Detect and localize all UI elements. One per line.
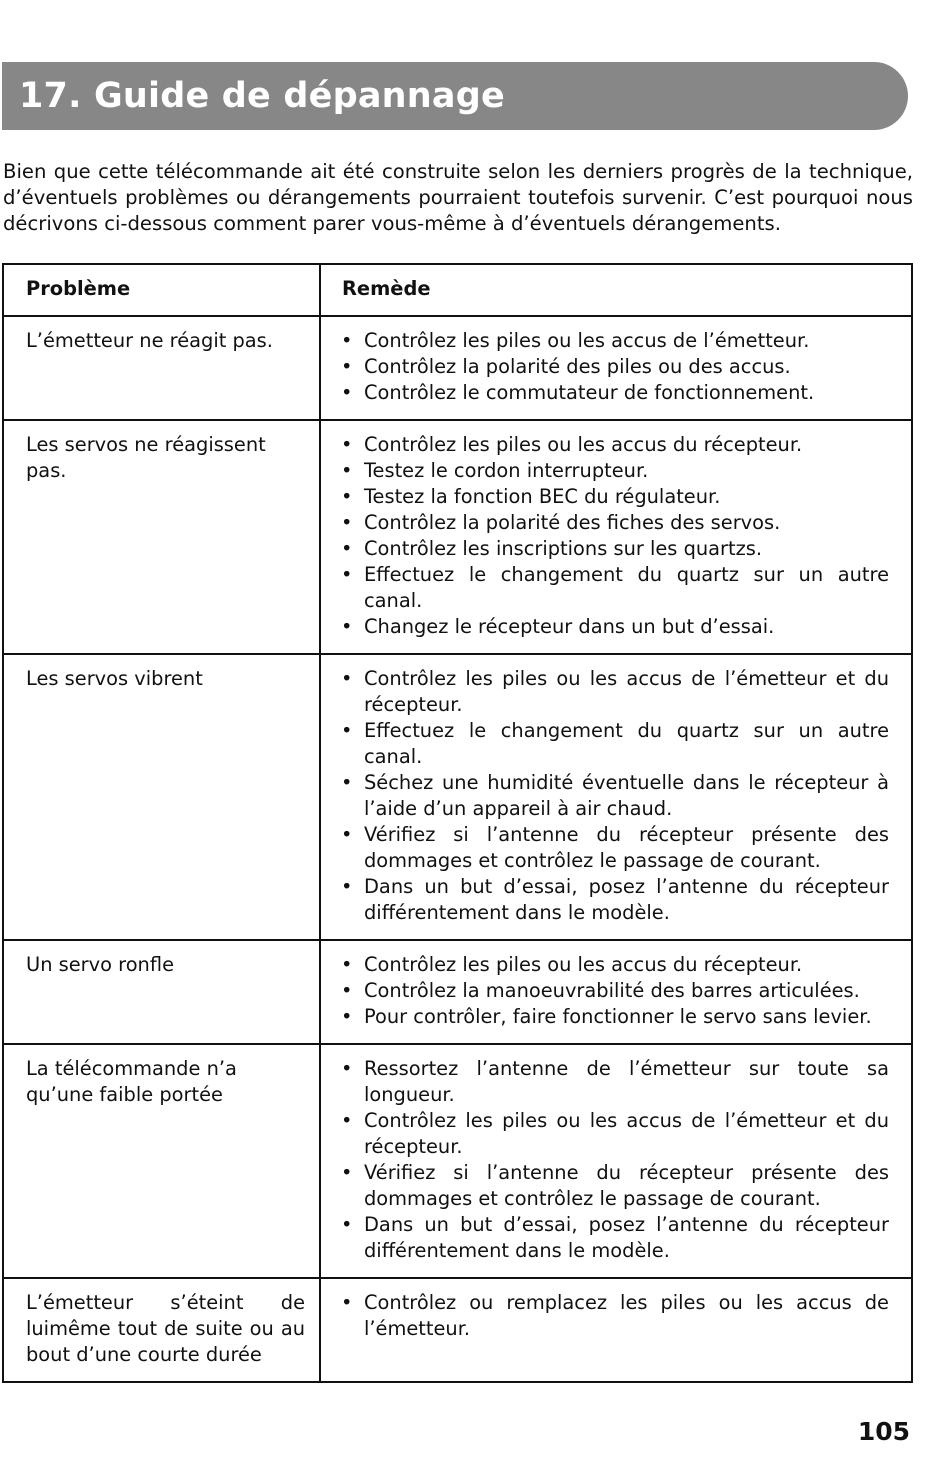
remedy-text: Contrôlez la polarité des piles ou des accus. (364, 355, 791, 378)
section-title-bar (2, 62, 908, 130)
remedy-text: Ressortez l’antenne de l’émetteur sur toute sa longueur. (364, 1057, 889, 1106)
intro-line: Bien que cette télécommande ait été construite selon les derniers progrès de la technique, (3, 160, 913, 183)
bullet-icon: • (341, 719, 353, 742)
remedy-text: Contrôlez les piles ou les accus de l’émetteur. (364, 329, 810, 352)
bullet-icon: • (341, 953, 353, 976)
problem-cell: L’émetteur s’éteint de luimême tout de suite ou au bout d’une courte durée (3, 1278, 320, 1382)
remedy-list (341, 1290, 889, 1342)
section-title: 17. Guide de dépannage (19, 76, 505, 116)
remedy-text: Contrôlez les piles ou les accus de l’émetteur et du récepteur. (364, 1109, 889, 1158)
remedy-item (341, 432, 889, 458)
remedy-text: Contrôlez la polarité des fiches des servos. (364, 511, 781, 534)
bullet-icon: • (341, 459, 353, 482)
bullet-icon: • (341, 537, 353, 560)
remedy-item (341, 1056, 889, 1108)
remedy-item (341, 718, 889, 770)
bullet-icon: • (341, 1213, 353, 1236)
remedy-item (341, 484, 889, 510)
remedy-item (341, 562, 889, 614)
remedy-item (341, 770, 889, 822)
header-remedy: Remède (320, 264, 912, 316)
remedy-text: Changez le récepteur dans un but d’essai. (364, 615, 775, 638)
bullet-icon: • (341, 875, 353, 898)
remedy-text: Séchez une humidité éventuelle dans le récepteur à l’aide d’un appareil à air chaud. (364, 771, 889, 820)
bullet-icon: • (341, 511, 353, 534)
bullet-icon: • (341, 563, 353, 586)
remedy-item (341, 874, 889, 926)
bullet-icon: • (341, 1161, 353, 1184)
table-row (3, 316, 912, 420)
bullet-icon: • (341, 1291, 353, 1314)
problem-cell: L’émetteur ne réagit pas. (3, 316, 320, 420)
table-body (3, 316, 912, 1382)
remedy-text: Effectuez le changement du quartz sur un autre canal. (364, 719, 889, 768)
bullet-icon: • (341, 355, 353, 378)
bullet-icon: • (341, 329, 353, 352)
remedy-text: Dans un but d’essai, posez l’antenne du récepteur différentement dans le modèle. (364, 1213, 889, 1262)
remedy-text: Vérifiez si l’antenne du récepteur présente des dommages et contrôlez le passage de courant. (364, 1161, 889, 1210)
bullet-icon: • (341, 667, 353, 690)
remedy-text: Effectuez le changement du quartz sur un autre canal. (364, 563, 889, 612)
remedy-item (341, 328, 889, 354)
remedy-item (341, 380, 889, 406)
table-row (3, 1044, 912, 1278)
remedy-cell (320, 654, 912, 940)
remedy-list (341, 432, 889, 640)
bullet-icon: • (341, 485, 353, 508)
remedy-cell (320, 940, 912, 1044)
remedy-text: Contrôlez les piles ou les accus de l’émetteur et du récepteur. (364, 667, 889, 716)
remedy-item (341, 536, 889, 562)
remedy-item (341, 1290, 889, 1342)
remedy-item (341, 1108, 889, 1160)
remedy-item (341, 458, 889, 484)
problem-cell: La télécommande n’a qu’une faible portée (3, 1044, 320, 1278)
table-row (3, 420, 912, 654)
remedy-text: Contrôlez la manoeuvrabilité des barres articulées. (364, 979, 860, 1002)
remedy-list (341, 328, 889, 406)
remedy-text: Vérifiez si l’antenne du récepteur présente des dommages et contrôlez le passage de courant. (364, 823, 889, 872)
problem-cell: Les servos ne réagissent pas. (3, 420, 320, 654)
remedy-text: Testez le cordon interrupteur. (364, 459, 649, 482)
troubleshooting-table (2, 263, 913, 1383)
remedy-text: Contrôlez les piles ou les accus du récepteur. (364, 953, 803, 976)
remedy-list (341, 1056, 889, 1264)
remedy-text: Contrôlez le commutateur de fonctionnement. (364, 381, 815, 404)
remedy-text: Contrôlez les piles ou les accus du récepteur. (364, 433, 803, 456)
table-row (3, 940, 912, 1044)
remedy-text: Contrôlez ou remplacez les piles ou les accus de l’émetteur. (364, 1291, 889, 1340)
bullet-icon: • (341, 1005, 353, 1028)
problem-cell: Les servos vibrent (3, 654, 320, 940)
remedy-item (341, 666, 889, 718)
remedy-cell (320, 1278, 912, 1382)
remedy-text: Testez la fonction BEC du régulateur. (364, 485, 721, 508)
remedy-item (341, 822, 889, 874)
remedy-item (341, 1004, 889, 1030)
bullet-icon: • (341, 1057, 353, 1080)
remedy-item (341, 354, 889, 380)
remedy-list (341, 666, 889, 926)
intro-line: décrivons ci-dessous comment parer vous-même à d’éventuels dérangements. (3, 212, 781, 235)
table-header-row (3, 264, 912, 316)
remedy-item (341, 978, 889, 1004)
remedy-cell (320, 1044, 912, 1278)
remedy-cell (320, 316, 912, 420)
problem-cell: Un servo ronfle (3, 940, 320, 1044)
page-number: 105 (857, 1417, 910, 1446)
table-row (3, 654, 912, 940)
bullet-icon: • (341, 771, 353, 794)
remedy-item (341, 614, 889, 640)
remedy-item (341, 1160, 889, 1212)
bullet-icon: • (341, 433, 353, 456)
remedy-cell (320, 420, 912, 654)
bullet-icon: • (341, 1109, 353, 1132)
remedy-text: Pour contrôler, faire fonctionner le servo sans levier. (364, 1005, 872, 1028)
bullet-icon: • (341, 381, 353, 404)
remedy-text: Contrôlez les inscriptions sur les quartzs. (364, 537, 763, 560)
bullet-icon: • (341, 823, 353, 846)
table-row (3, 1278, 912, 1382)
intro-paragraph (3, 159, 913, 237)
remedy-text: Dans un but d’essai, posez l’antenne du récepteur différentement dans le modèle. (364, 875, 889, 924)
bullet-icon: • (341, 979, 353, 1002)
header-problem: Problème (3, 264, 320, 316)
remedy-item (341, 510, 889, 536)
remedy-list (341, 952, 889, 1030)
remedy-item (341, 1212, 889, 1264)
intro-line: d’éventuels problèmes ou dérangements pourraient toutefois survenir. C’est pourquoi nous (3, 186, 913, 209)
bullet-icon: • (341, 615, 353, 638)
remedy-item (341, 952, 889, 978)
